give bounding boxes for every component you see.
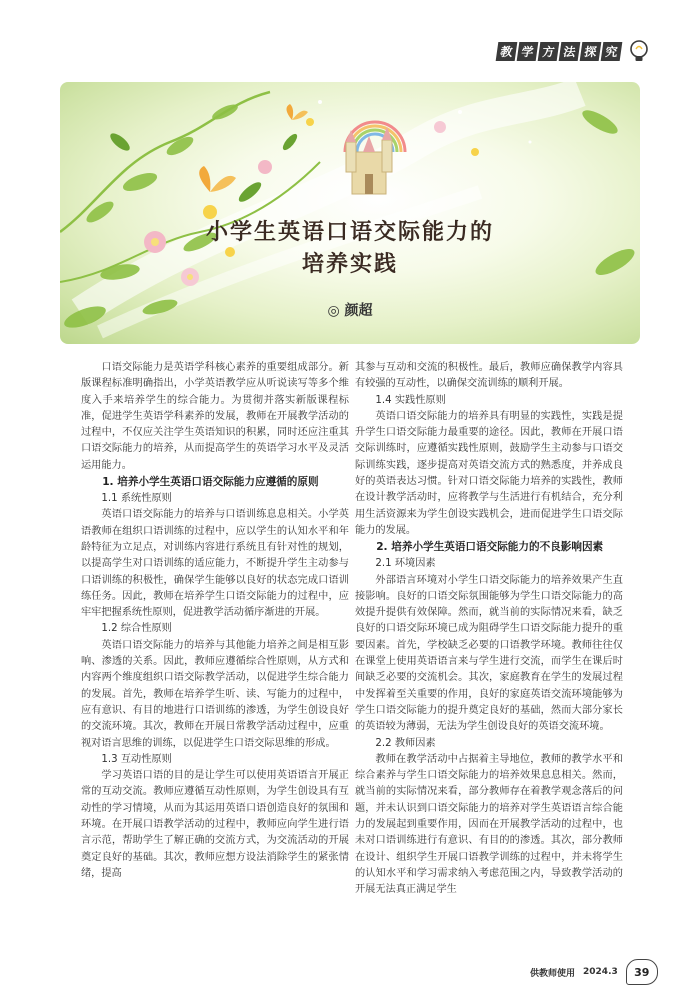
castle-icon <box>346 127 392 194</box>
section-tag-char: 教 <box>496 42 518 61</box>
subsection-heading: 2.2 教师因素 <box>375 737 436 749</box>
subsection-heading: 1.1 系统性原则 <box>101 493 172 505</box>
subsection-heading: 1.3 互动性原则 <box>101 753 172 765</box>
section-tag-char: 究 <box>601 42 623 61</box>
section-heading: 1. 培养小学生英语口语交际能力应遵循的原则 <box>102 476 319 489</box>
body-paragraph: 英语口语交际能力的培养与其他能力培养之间是相互影响、渗透的关系。因此，教师应遵循综合性原则，从方式和内容两个维度组织口语交际教学活动，以促进学生综合能力的发展。首先，教师在培养学生听、读、写能力的过程中，应有意识、有目的地进行口语训练的渗透，为学生创设良好的交流环境。其次，教师在开展日常教学活动过程中，应重视对语言思维的训练，以促进学生口语交际思维的形成。 <box>81 639 349 749</box>
article-author: ◎ 颜超 <box>327 303 373 319</box>
subsection-heading: 1.2 综合性原则 <box>101 623 172 635</box>
section-tag-char: 探 <box>580 42 602 61</box>
section-tag <box>497 40 657 62</box>
article-title <box>0 217 700 281</box>
body-paragraph: 外部语言环境对小学生口语交际能力的培养效果产生直接影响。良好的口语交际氛围能够为学生口语交际能力的高效提升提供有效保障。然而，就当前的实际情况来看，缺乏良好的口语交际环境已成为阻碍学生口语交际能力提升的重要因素。首先，学校缺乏必要的口语教学环境。教师往往仅在课堂上使用英语语言来与学生进行交流，而学生在课后时间缺乏必要的交流机会。其次，家庭教育在学生的发展过程中发挥着至关重要的作用，良好的家庭英语交流环境能够为学生口语交际能力的提升奠定良好的基础，然而大部分家长的英语较为薄弱，无法为学生创设良好的英语交流环境。 <box>355 574 623 733</box>
lightbulb-icon <box>626 38 652 64</box>
body-paragraph: 学习英语口语的目的是让学生可以使用英语语言开展正常的互动交流。教师应遵循互动性原则，为学生创设具有互动性的学习情境，从而为其运用英语口语创造良好的氛围和环境。在开展口语教学活动的过程中，教师应向学生进行语言示范，帮助学生了解正确的交流方式，为交流活动的开展奠定良好的基础。其次，教师应想方设法消除学生的紧张情绪，提高 <box>81 770 349 879</box>
section-tag-char: 方 <box>538 42 560 61</box>
body-paragraph: 英语口语交际能力的培养与口语训练息息相关。小学英语教师在组织口语训练的过程中，应以学生的认知水平和年龄特征为立足点，对训练内容进行系统且有针对性的规划，以提高学生对口语训练的适应能力，不断提升学生主动参与口语训练的积极性，确保学生能够以良好的状态完成口语训练任务。因此，教师在培养学生口语交际能力的过程中，应牢牢把握系统性原则，促进教学活动循序渐进的开展。 <box>81 509 349 619</box>
article-title-line2: 培养实践 <box>301 252 398 277</box>
article-title-line1: 小学生英语口语交际能力的 <box>205 220 494 245</box>
body-paragraph: 英语口语交际能力的培养具有明显的实践性，实践是提升学生口语交际能力最重要的途径。因此，教师在开展口语交际训练时，应遵循实践性原则，鼓励学生主动参与口语交际训练实践，逐步提高对英语交流方式的熟悉度，并养成良好的英语表达习惯。针对口语交际能力培养的实践性，教师在设计教学活动时，应将教学与生活进行有机结合，充分利用生活资源来为学生创设实践机会，进而促进学生口语交际能力的发展。 <box>355 410 623 536</box>
page-number: 39 <box>626 959 658 985</box>
footer-issue: 2024.3 <box>583 967 618 977</box>
subsection-heading: 1.4 实践性原则 <box>375 394 446 406</box>
right-column <box>355 360 623 899</box>
page-footer <box>530 960 658 984</box>
body-paragraph: 其参与互动和交流的积极性。最后，教师应确保教学内容具有较强的互动性，以确保交流训练的顺利开展。 <box>355 362 623 390</box>
section-tag-chars <box>497 42 621 61</box>
left-column <box>81 360 349 882</box>
section-tag-char: 学 <box>517 42 539 61</box>
body-paragraph: 口语交际能力是英语学科核心素养的重要组成部分。新版课程标准明确指出，小学英语教学应从听说读写等多个维度入手来培养学生的综合能力。为贯彻并落实新版课程标准，促进学生英语学科素养的发展，教师在开展教学活动的过程中，不仅应关注学生英语知识的积累，同时还应注重其口语交际能力的培养，从而提高学生的英语学习水平及灵活运用能力。 <box>81 362 349 471</box>
section-heading: 2. 培养小学生英语口语交际能力的不良影响因素 <box>376 541 604 554</box>
body-paragraph: 教师在教学活动中占据着主导地位，教师的教学水平和综合素养与学生口语交际能力的培养效果息息相关。然而，就当前的实际情况来看，部分教师存在着教学观念落后的问题，并未认识到口语交际能力的培养对学生英语语言综合能力的发展起到重要作用，因而在开展教学活动的过程中，也未对口语训练进行有意识、有目的的渗透。其次，部分教师在设计、组织学生开展口语教学训练的过程中，并未将学生的认知水平和学习需求纳入考虑范围之内，导致教学活动的开展无法真正满足学生 <box>355 753 623 896</box>
footer-usage: 供教师使用 <box>530 968 576 979</box>
section-tag-char: 法 <box>559 42 581 61</box>
subsection-heading: 2.1 环境因素 <box>375 558 436 570</box>
